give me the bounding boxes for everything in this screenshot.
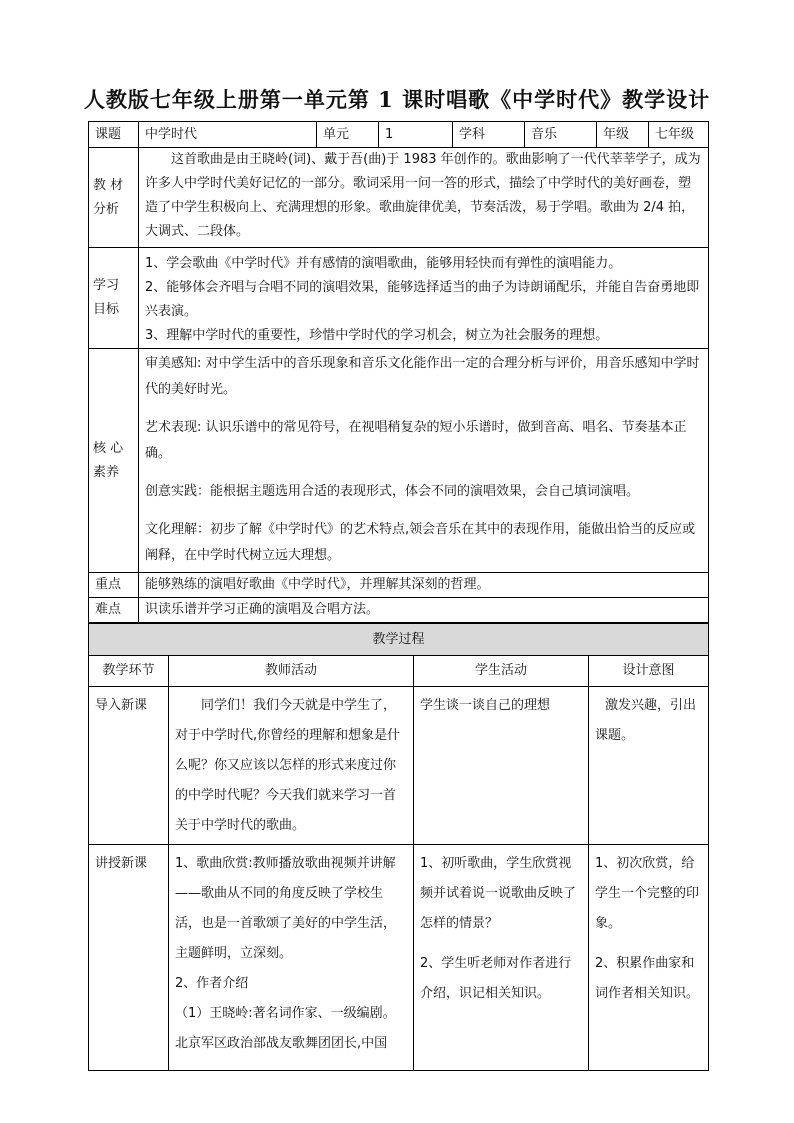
analysis-row [89,148,709,248]
lecture-teacher-item: 1、歌曲欣赏:教师播放歌曲视频并讲解——歌曲从不同的角度反映了学校生活，也是一首歌颂了美好的中学生活，主题鲜明，立深刻。 [175,856,397,961]
goal-item: 1、学会歌曲《中学时代》并有感情的演唱歌曲，能够用轻快而有弹性的演唱能力。 [145,256,622,271]
lesson-info-table [88,121,709,623]
subject-label: 学科 [453,122,525,148]
info-row [89,122,709,148]
process-title: 教学过程 [89,624,709,656]
lecture-teacher-item: 2、作者介绍 [175,976,249,991]
core-label: 核 心 素养 [89,349,139,573]
lecture-student [414,845,589,1071]
subject-value: 音乐 [525,122,597,148]
core-row [89,349,709,573]
goals-row [89,248,709,349]
topic-label: 课题 [89,122,139,148]
goal-item: 2、能够体会齐唱与合唱不同的演唱效果，能够选择适当的曲子为诗朗诵配乐，并能自告奋勇地即兴表演。 [145,280,700,319]
intro-intent: 激发兴趣，引出课题。 [589,687,709,845]
key-label: 重点 [89,573,139,598]
intro-row [89,687,709,845]
difficulty-row [89,598,709,623]
core-item: 艺术表现: 认识乐谱中的常见符号，在视唱稍复杂的短小乐谱时，做到音高、唱名、节奏基本正确。 [145,420,687,461]
process-title-row [89,624,709,656]
goal-item: 3、理解中学时代的重要性，珍惜中学时代的学习机会，树立为社会服务的理想。 [145,328,609,343]
difficulty-label: 难点 [89,598,139,623]
lecture-intent-item: 1、初次欣赏，给学生一个完整的印象。 [595,856,700,931]
analysis-label: 教 材 分析 [89,148,139,248]
header-teacher: 教师活动 [169,656,414,687]
lecture-teacher-item: （1）王晓岭:著名词作家、一级编剧。北京军区政治部战友歌舞团团长,中国 [175,1006,396,1051]
process-header-row [89,656,709,687]
lecture-student-item: 2、学生听老师对作者进行介绍，识记相关知识。 [420,956,572,1001]
intro-stage: 导入新课 [89,687,169,845]
lecture-teacher [169,845,414,1071]
core-text [139,349,709,573]
topic-value: 中学时代 [139,122,317,148]
lecture-intent [589,845,709,1071]
intro-student: 学生谈一谈自己的理想 [414,687,589,845]
unit-value: 1 [379,122,453,148]
key-row [89,573,709,598]
key-text: 能够熟练的演唱好歌曲《中学时代》，并理解其深刻的哲理。 [139,573,709,598]
header-intent: 设计意图 [589,656,709,687]
lecture-stage: 讲授新课 [89,845,169,1071]
document-title: 人教版七年级上册第一单元第 1 课时唱歌《中学时代》教学设计 [83,87,711,112]
grade-value: 七年级 [649,122,709,148]
unit-label: 单元 [317,122,379,148]
grade-label: 年级 [597,122,649,148]
goals-text [139,248,709,349]
header-stage: 教学环节 [89,656,169,687]
lecture-student-item: 1、初听歌曲，学生欣赏视频并试着说一说歌曲反映了怎样的情景？ [420,856,577,931]
teaching-process-table [88,623,709,1071]
analysis-text: 这首歌曲是由王晓岭(词)、戴于吾(曲)于 1983 年创作的。歌曲影响了一代代莘莘学子，成为许多人中学时代美好记忆的一部分。歌词采用一问一答的形式，描绘了中学时代的美好画卷，塑造了中学生积极向上、充满理想的形象。歌曲旋律优美，节奏活泼，易于学唱。歌曲为 2/4 拍，大调式、二段体。 [139,148,709,248]
goals-label: 学习 目标 [89,248,139,349]
difficulty-text: 识读乐谱并学习正确的演唱及合唱方法。 [139,598,709,623]
lecture-row [89,845,709,1071]
intro-teacher: 同学们！我们今天就是中学生了，对于中学时代,你曾经的理解和想象是什么呢？你又应该以怎样的形式来度过你的中学时代呢？今天我们就来学习一首关于中学时代的歌曲。 [169,687,414,845]
core-item: 文化理解：初步了解《中学时代》的艺术特点,领会音乐在其中的表现作用，能做出恰当的反应或阐释，在中学时代树立远大理想。 [145,522,696,563]
header-student: 学生活动 [414,656,589,687]
core-item: 创意实践：能根据主题选用合适的表现形式，体会不同的演唱效果，会自己填词演唱。 [145,484,640,499]
core-item: 审美感知: 对中学生活中的音乐现象和音乐文化能作出一定的合理分析与评价，用音乐感知中学时代的美好时光。 [145,356,700,397]
lecture-intent-item: 2、积累作曲家和词作者相关知识。 [595,956,700,1001]
